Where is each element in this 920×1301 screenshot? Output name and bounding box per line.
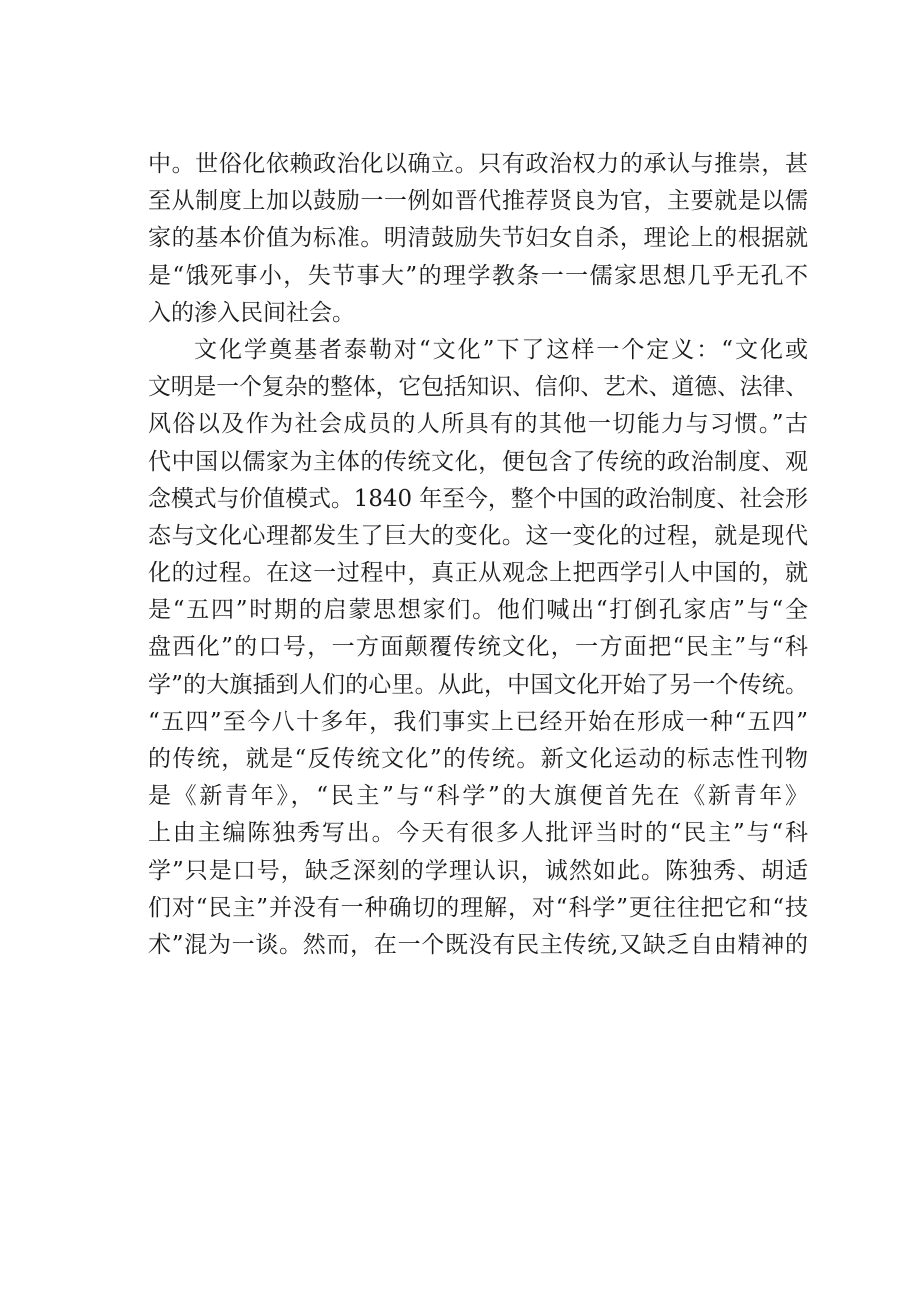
- text-line: [148, 599, 808, 636]
- text-line: [148, 485, 809, 525]
- text-line: [148, 894, 809, 934]
- text-line: [148, 448, 809, 488]
- text-line: [148, 708, 810, 748]
- body-text: [148, 151, 811, 971]
- line-text: 上由主编陈独秀写出。今天有很多人批评当时的“民主”与“科: [148, 820, 810, 847]
- text-line: [148, 671, 809, 711]
- text-line: [148, 299, 808, 339]
- line-text: 风俗以及作为社会成员的人所具有的其他一切能力与习惯。”古: [148, 411, 810, 438]
- text-line: [148, 857, 810, 897]
- text-line: [148, 227, 808, 264]
- text-line: [148, 336, 810, 376]
- line-text: 术”混为一谈。然而，在一个既没有民主传统,又缺乏自由精神的: [148, 931, 809, 958]
- text-line: [148, 262, 810, 302]
- line-text: 态与文化心理都发生了巨大的变化。这一变化的过程，就是现代: [148, 522, 809, 549]
- line-text: 代中国以儒家为主体的传统文化，便包含了传统的政治制度、观: [148, 448, 809, 475]
- line-text: 至从制度上加以鼓励一一例如晋代推荐贤良为官，主要就是以儒: [148, 188, 809, 215]
- line-text: 是“五四”时期的启蒙思想家们。他们喊出“打倒孔家店”与“全: [148, 597, 810, 624]
- line-text: 是“饿死事小，失节事大”的理学教条一一儒家思想几乎无孔不: [148, 262, 810, 289]
- text-line: [148, 413, 808, 450]
- line-text: 念模式与价值模式。1840 年至今，整个中国的政治制度、社会形: [148, 485, 809, 512]
- line-text: “五四”至今八十多年，我们事实上已经开始在形成一种“五四”: [148, 708, 810, 735]
- line-text: 是《新青年》，“民主”与“科学”的大旗便首先在《新青年》: [148, 783, 811, 810]
- line-text: 学”只是口号，缺乏深刻的学理认识，诚然如此。陈独秀、胡适: [148, 857, 810, 884]
- text-line: [148, 748, 808, 785]
- line-text: 中。世俗化依赖政治化以确立。只有政治权力的承认与推崇，甚: [148, 151, 809, 177]
- text-line: [148, 190, 808, 227]
- text-line: [148, 562, 808, 599]
- text-line: [148, 153, 808, 190]
- line-text: 入的渗入民间社会。: [148, 299, 355, 326]
- line-text: 文化学奠基者泰勒对“文化”下了这样一个定义：“文化或: [194, 336, 810, 363]
- text-line: [148, 822, 808, 859]
- text-line: [148, 376, 808, 413]
- line-text: 文明是一个复杂的整体，它包括知识、信仰、艺术、道德、法律、: [148, 374, 808, 401]
- line-text: 盘西化”的口号，一方面颠覆传统文化，一方面把“民主”与“科: [148, 634, 810, 661]
- line-text: 学”的大旗插到人们的心里。从此，中国文化开始了另一个传统。: [148, 671, 809, 698]
- line-text: 们对“民主”并没有一种确切的理解，对“科学”更往往把它和“技: [148, 894, 809, 921]
- line-text: 化的过程。在这一过程中，真正从观念上把西学引人中国的，就: [148, 560, 809, 587]
- text-line: [148, 636, 808, 673]
- text-line: [148, 522, 809, 562]
- text-line: [148, 931, 809, 971]
- line-text: 家的基本价值为标准。明清鼓励失节妇女自杀，理论上的根据就: [148, 225, 809, 252]
- line-text: 的传统，就是“反传统文化”的传统。新文化运动的标志性刊物: [148, 746, 810, 772]
- text-line: [148, 783, 811, 822]
